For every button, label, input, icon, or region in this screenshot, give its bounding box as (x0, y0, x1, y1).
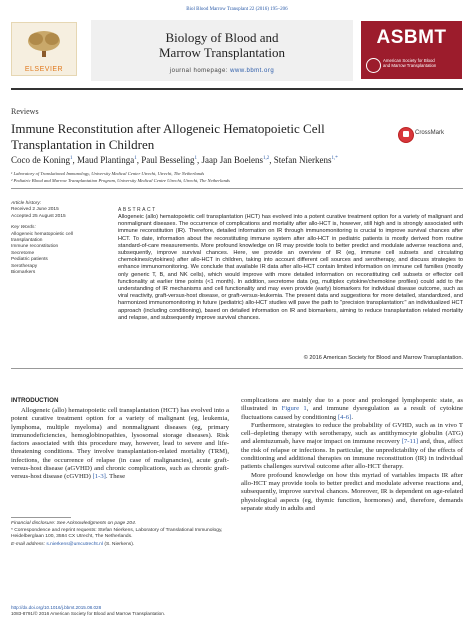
author-name[interactable]: Stefan Nierkens (273, 155, 332, 165)
journal-homepage-link[interactable]: www.bbmt.org (230, 68, 275, 74)
paragraph-text: , and immune dysregulation as a result of cytokine fluctuations caused by conditioning (241, 405, 463, 421)
elsevier-wordmark: ELSEVIER (24, 66, 64, 73)
paragraph-text: Furthermore, strategies to reduce the probability of GVHD, such as in vivo T cell–depleting therapy with serotherapy, such as antithymocyte globulin (ATG) and alemtuzumab, have major impact on immune recovery (241, 421, 463, 446)
asbmt-name-line2: and Marrow Transplantation (383, 63, 437, 68)
paragraph (241, 472, 463, 513)
paragraph-text: and, thus, affect the risk of relapse or infections. In particular, the unpredictability of the effects of conditioning and additional therapies on immune reconstitution (IR) in individual patients challenges survival outcome after allo-HCT therapy. (241, 438, 464, 471)
intro-paragraph-text: Allogeneic (allo) hematopoietic cell transplantation (HCT) has evolved into a potent curative treatment option for a variety of malignant (eg, leukemia, lymphoma, multiple myeloma) and nonmalignant diseases (eg, primary immunodeficiencies, hemoglobinopathies, lysosomal storage diseases). Risk factors associated with this procedure may, however, lead to severe and life-threatening conditions. They involve transplantation-related mortality (TRM), infections, the occurrence of relapse (in case of malignancies), acute graft-versus-host disease (aGVHD) and chronic complications, such as chronic graft-versus-host disease (cGVHD) (11, 407, 229, 481)
correspondence-note: * Correspondence and reprint requests: Stefan Nierkens, Laboratory of Translational Immunology, Heidelberglaan 100, 3584 CX Utrecht, The Netherlands. (11, 528, 223, 540)
paragraph (241, 422, 463, 472)
author-name[interactable]: Jaap Jan Boelens (201, 155, 263, 165)
asbmt-emblem-icon (366, 58, 381, 73)
page-footer (11, 605, 311, 617)
abstract-heading: ABSTRACT (118, 207, 157, 213)
author-affiliation-mark: 1 (194, 156, 197, 161)
crossmark-badge[interactable] (398, 125, 458, 145)
article-title: Immune Reconstitution after Allogeneic Hematopoietic Cell Transplantation in Children (11, 121, 325, 152)
author-name[interactable]: Paul Besseling (141, 155, 195, 165)
issn-line: 1083-8791/© 2016 American Society for Blood and Marrow Transplantation. (11, 611, 166, 616)
affiliation-1: ¹ Laboratory of Translational Immunology, University Medical Center Utrecht, Utrecht, The Netherlands (11, 171, 205, 176)
footnotes (11, 521, 229, 549)
introduction-heading: INTRODUCTION (11, 397, 59, 404)
keyword: transplantation (11, 238, 43, 244)
email-suffix: (S. Nierkens). (104, 541, 135, 547)
citation-link[interactable]: [7-11] (401, 438, 419, 446)
email-link[interactable]: s.nierkens@umcutrecht.nl (46, 541, 103, 547)
doi-link[interactable]: http://dx.doi.org/10.1016/j.bbmt.2015.08.028 (11, 605, 102, 610)
running-head: Biol Blood Marrow Transplant 22 (2016) 195–206 (186, 7, 288, 12)
intro-paragraph: Allogeneic (allo) hematopoietic cell transplantation (HCT) has evolved into a potent curative treatment option for a variety of malignant (eg, leukemia, lymphoma, multiple myeloma) and nonmalignant diseases (eg, primary immunodeficiencies, hemoglobinopathies, lysosomal storage diseases). Risk factors associated with this procedure may, however, lead to severe and life-threatening conditions. They involve transplantation-related mortality (TRM), infections, the occurrence of relapse (in case of malignancies), acute graft-versus-host disease (aGVHD) and chronic complications, such as chronic graft-versus-host disease (cGVHD) [1-3]. These (11, 407, 229, 481)
journal-title (91, 30, 353, 60)
abstract-rule (11, 368, 463, 369)
author-name[interactable]: Maud Plantinga (77, 155, 135, 165)
accepted-date: Accepted 25 August 2015 (11, 213, 66, 219)
paragraph-text: More profound knowledge on how this myriad of variables impacts IR after allo-HCT may provide tools to better predict and modulate adverse reactions and, subsequently, improve survival chances. Moreover, IR is dependent on age-related physiological aspects (eg, thymic function, hormones) and, therefore, demands separate study in adults and (241, 471, 463, 512)
article-info (11, 201, 97, 276)
crossmark-label: CrossMark (415, 130, 445, 136)
keyword: Allogeneic hematopoietic cell (11, 231, 73, 237)
paragraph: complications are mainly due to a poor and prolonged lymphopenic state, as illustrated in Figure 1, and immune dysregulation as a result of cytokine fluctuations caused by conditioning [4-6]. (241, 397, 463, 421)
header-rule (11, 88, 463, 90)
author-list: Coco de Koning$^1$, Maud Plantinga$^1$, Paul Besseling$^1$, Jaap Jan Boelens$^{1,2}$, Stefan Nierkens$^{1,*}$ (11, 155, 338, 165)
keyword: Serotherapy (11, 263, 38, 269)
paragraph-text: complications are mainly due to a poor and prolonged lymphopenic state, as illustrated in (241, 397, 463, 413)
received-date: Received 2 June 2015 (11, 207, 59, 213)
crossmark-icon (398, 127, 414, 143)
abstract-text: Allogeneic (allo) hematopoietic cell transplantation (HCT) has evolved into a potent curative treatment option for a variety of malignant and nonmalignant diseases. The occurrence of complications and mortality after allo-HCT is, however, still high and is strongly associated with immune reconstitution (IR). Therefore, detailed information on IR through immunomonitoring is crucial to improve survival chances after HCT. To date, information about the reconstituting immune system after allo-HCT in pediatric patients is mostly derived from routine standard-of-care measurements. More profound knowledge on IR may provide tools to better predict and modulate adverse reactions and, subsequently, improve survival chances. Here, we provide an overview of IR (eg, immune cell subsets and circulating chemokines/cytokines) after allo-HCT in children, taking into account different cell sources and serotherapy, and discuss strategies to enhance immunomonitoring. We conclude that available IR data after allo-HCT contain limited information on immune cell families (mostly only generic T, B, and NK cells), which would improve with more detailed information on reconstituting cell subsets or effector cell functionality at earlier time points (<1 month). In addition, secretome data (eg, multiplex cytokine/chemokine profiles) could add to the understanding of IR mechanisms and cell functionality and may even provide (early) biomarkers for individual disease outcome, such as viral reactivity, graft-versus-host disease, or graft-versus-leukemia. The present data and suggestions for more detailed, standardized, and harmonized immunomonitoring in future (pediatric) allo-HCT studies will pave the path to "precision transplantation:" an individualized HCT approach (including conditioning), based on detailed information on IR and biomarkers, aiming to reduce transplantation related mortality and relapse, and subsequently improve survival chances. (118, 214, 463, 321)
author-affiliation-mark: 1,* (331, 156, 338, 161)
footnote-rule (11, 517, 71, 518)
keyword: Secretome (11, 250, 35, 256)
citation-link[interactable]: [1-3] (92, 473, 106, 481)
affiliation-2: ² Pediatric Blood and Marrow Transplantation Program, University Medical Centre Utrecht, Utrecht, The Netherlands (11, 178, 230, 183)
keyword: Immune reconstitution (11, 244, 59, 250)
asbmt-acronym: ASBMT (376, 27, 447, 48)
body-column-right (241, 397, 463, 513)
author-name[interactable]: Coco de Koning (11, 155, 70, 165)
asbmt-name-line1: American Society for Blood (383, 58, 435, 63)
asbmt-name (383, 58, 458, 68)
author-affiliation-mark: 1 (70, 156, 73, 161)
history-label: Article history: (11, 201, 42, 206)
author-affiliation-mark: 1,2 (262, 156, 270, 161)
citation-link[interactable]: [4-6] (337, 413, 352, 421)
keywords-label: Key Words: (11, 225, 36, 231)
keyword: Pediatric patients (11, 257, 48, 263)
journal-homepage-label: journal homepage: (169, 68, 228, 74)
figure-link[interactable]: Figure 1 (281, 405, 307, 413)
author-affiliation-mark: 1 (134, 156, 137, 161)
asbmt-logo (361, 21, 462, 79)
elsevier-logo (11, 22, 77, 76)
elsevier-tree-icon (24, 29, 64, 59)
journal-title-line2: Marrow Transplantation (158, 45, 286, 60)
email-label: E-mail address: (11, 541, 45, 547)
email-note (11, 542, 229, 548)
keyword: Biomarkers (11, 270, 36, 276)
body-column-left (11, 407, 229, 482)
journal-title-line1: Biology of Blood and (165, 30, 279, 45)
affiliation-rule (11, 188, 463, 189)
journal-homepage (91, 68, 353, 74)
disclosure-note: Financial disclosure: See Acknowledgments on page 204. (11, 521, 137, 526)
section-label: Reviews (11, 107, 39, 116)
abstract-copyright: © 2016 American Society for Blood and Marrow Transplantation. (303, 355, 463, 361)
